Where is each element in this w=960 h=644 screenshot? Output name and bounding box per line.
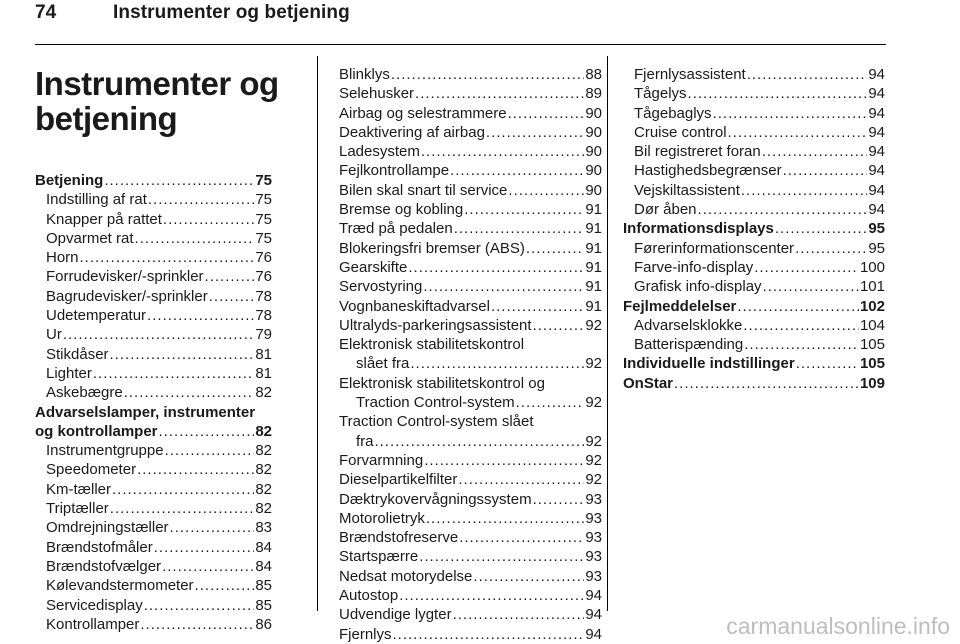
toc-entry-label: Ur <box>46 326 62 344</box>
toc-entry-page: 93 <box>585 529 602 547</box>
dot-leader <box>195 576 255 595</box>
dot-leader <box>508 104 585 123</box>
page-number: 74 <box>35 2 57 23</box>
toc-entry-label: Elektronisk stabilitetskontrol og <box>339 374 545 392</box>
dot-leader <box>205 267 255 286</box>
toc-entry-page: 104 <box>859 316 885 334</box>
dot-leader <box>486 123 584 142</box>
toc-entry-label: Dør åben <box>634 201 697 219</box>
toc-entry-label: slået fra <box>356 355 410 373</box>
toc-entry[interactable] <box>623 142 885 161</box>
toc-entry-label: Motorolietryk <box>339 509 425 527</box>
toc-entry-page: 94 <box>868 143 885 161</box>
toc-entry[interactable] <box>339 432 602 451</box>
toc-entry-page: 93 <box>585 509 602 527</box>
toc-entry-page: 91 <box>585 258 602 276</box>
toc-entry-label: Cruise control <box>634 123 727 141</box>
toc-entry-page: 101 <box>859 278 885 296</box>
toc-entry[interactable] <box>339 393 602 412</box>
toc-entry-page: 91 <box>585 297 602 315</box>
toc-entry-page: 91 <box>585 201 602 219</box>
toc-entry-label: Elektronisk stabilitetskontrol <box>339 336 525 354</box>
toc-entry-label: fra <box>356 432 374 450</box>
toc-column-3 <box>623 65 885 393</box>
toc-entry[interactable] <box>35 518 272 537</box>
dot-leader <box>112 480 254 499</box>
toc-entry-label: Træd på pedalen <box>339 220 453 238</box>
toc-entry-page: 95 <box>868 239 885 257</box>
toc-entry-label: Traction Control-system slået <box>339 413 534 431</box>
toc-entry[interactable] <box>339 65 602 84</box>
toc-entry-label: Instrumentgruppe <box>46 442 164 460</box>
toc-entry-page: 94 <box>868 181 885 199</box>
toc-entry-page: 93 <box>585 490 602 508</box>
toc-entry[interactable] <box>35 248 272 267</box>
toc-entry-label: Opvarmet rat <box>46 229 134 247</box>
column-divider-2 <box>607 56 608 611</box>
toc-entry-label: Askebægre <box>46 384 123 402</box>
toc-entry-page: 85 <box>255 596 272 614</box>
toc-entry[interactable] <box>339 104 602 123</box>
toc-entry[interactable] <box>35 325 272 344</box>
toc-entry-label: Ladesystem <box>339 143 420 161</box>
toc-entry-page: 83 <box>255 519 272 537</box>
toc-entry-page: 88 <box>585 66 602 83</box>
toc-entry-page: 82 <box>255 461 272 479</box>
dot-leader <box>743 316 859 335</box>
dot-leader <box>737 297 859 316</box>
toc-entry-label: Selehusker <box>339 85 415 103</box>
toc-entry[interactable] <box>35 596 272 615</box>
toc-entry-page: 85 <box>255 577 272 595</box>
toc-entry-label: Udetemperatur <box>46 307 147 325</box>
dot-leader <box>124 383 255 402</box>
dot-leader <box>423 277 584 296</box>
dot-leader <box>533 490 585 509</box>
toc-entry-label: Tågelys <box>634 85 687 103</box>
toc-entry-page: 94 <box>585 606 602 624</box>
dot-leader <box>754 258 859 277</box>
toc-column-2 <box>339 65 602 644</box>
dot-leader <box>144 596 255 615</box>
dot-leader <box>762 142 868 161</box>
toc-entry-label: Farve-info-display <box>634 258 754 276</box>
toc-entry-page: 91 <box>585 239 602 257</box>
dot-leader <box>154 538 255 557</box>
toc-entry[interactable] <box>623 181 885 200</box>
toc-entry[interactable] <box>339 297 602 316</box>
toc-entry-label: Batterispænding <box>634 336 744 354</box>
toc-entry-label: Grafisk info-display <box>634 278 762 296</box>
toc-entry-label: Blinklys <box>339 66 390 83</box>
dot-leader <box>473 567 584 586</box>
toc-entry[interactable] <box>623 84 885 103</box>
dot-leader <box>93 364 254 383</box>
toc-entry[interactable] <box>35 422 272 441</box>
toc-entry-page: 81 <box>255 364 272 382</box>
toc-entry[interactable] <box>623 354 885 373</box>
toc-entry-label: Bil registreret foran <box>634 143 761 161</box>
toc-entry-label: Advarselsklokke <box>634 316 743 334</box>
dot-leader <box>795 239 867 258</box>
toc-entry-label: Betjening <box>35 172 104 189</box>
toc-entry-page: 75 <box>255 210 272 228</box>
section-title-line-1: Instrumenter og <box>35 65 279 102</box>
toc-entry-page: 105 <box>859 355 885 373</box>
toc-entry-page: 95 <box>868 220 885 238</box>
toc-entry-label: Horn <box>46 249 79 267</box>
toc-entry[interactable] <box>623 316 885 335</box>
toc-entry-label: Traction Control-system <box>356 394 515 412</box>
toc-entry-page: 94 <box>868 162 885 180</box>
toc-entry-label: OnStar <box>623 374 674 392</box>
dot-leader <box>674 374 859 393</box>
toc-entry[interactable] <box>35 557 272 576</box>
dot-leader <box>728 123 868 142</box>
dot-leader <box>491 297 584 316</box>
toc-entry-label: Brændstofvælger <box>46 557 162 575</box>
toc-entry-label: Fjernlysassistent <box>634 66 746 83</box>
toc-entry[interactable] <box>339 123 602 142</box>
toc-entry[interactable] <box>623 277 885 296</box>
toc-entry[interactable] <box>339 200 602 219</box>
toc-entry-page: 92 <box>585 394 602 412</box>
toc-entry-label: Bilen skal snart til service <box>339 181 508 199</box>
dot-leader <box>410 354 584 373</box>
toc-entry[interactable] <box>339 451 602 470</box>
toc-entry[interactable] <box>339 84 602 103</box>
toc-entry[interactable] <box>339 316 602 335</box>
toc-entry[interactable] <box>339 625 602 644</box>
toc-entry-page: 94 <box>585 587 602 605</box>
toc-entry-page: 92 <box>585 316 602 334</box>
dot-leader <box>137 460 254 479</box>
toc-entry[interactable] <box>623 104 885 123</box>
toc-entry-label: Kølevandstermometer <box>46 577 194 595</box>
toc-entry-label: Dieselpartikelfilter <box>339 471 458 489</box>
dot-leader <box>533 316 585 335</box>
toc-entry-page: 90 <box>585 104 602 122</box>
toc-entry-label: Individuelle indstillinger <box>623 355 795 373</box>
toc-entry[interactable] <box>623 297 885 316</box>
toc-entry[interactable] <box>35 267 272 286</box>
toc-entry-page: 84 <box>255 538 272 556</box>
toc-entry-page: 78 <box>255 287 272 305</box>
toc-column-1 <box>35 171 272 634</box>
toc-entry[interactable] <box>35 480 272 499</box>
toc-entry-label: Knapper på rattet <box>46 210 162 228</box>
toc-entry-page: 92 <box>585 471 602 489</box>
dot-leader <box>399 586 584 605</box>
toc-entry-label: Triptæller <box>46 500 109 518</box>
toc-entry[interactable] <box>339 258 602 277</box>
toc-entry-page: 90 <box>585 123 602 141</box>
section-title-line-2: betjening <box>35 100 178 137</box>
toc-entry[interactable] <box>339 586 602 605</box>
toc-entry-page: 94 <box>868 201 885 219</box>
toc-entry-page: 92 <box>585 432 602 450</box>
toc-entry[interactable] <box>35 190 272 209</box>
dot-leader <box>135 229 255 248</box>
toc-entry[interactable] <box>35 229 272 248</box>
toc-entry-page: 81 <box>255 345 272 363</box>
dot-leader <box>391 65 584 84</box>
toc-entry[interactable] <box>339 528 602 547</box>
toc-entry-label: Brændstofmåler <box>46 538 153 556</box>
toc-entry-label: Startspærre <box>339 548 419 566</box>
section-title <box>35 66 279 136</box>
toc-entry[interactable] <box>339 239 602 258</box>
toc-entry-page: 91 <box>585 278 602 296</box>
toc-entry-page: 75 <box>255 191 272 209</box>
dot-leader <box>110 345 255 364</box>
toc-entry-page: 90 <box>585 181 602 199</box>
toc-entry-label: Deaktivering af airbag <box>339 123 485 141</box>
toc-entry-label: Fejlmeddelelser <box>623 297 737 315</box>
toc-entry[interactable] <box>35 460 272 479</box>
toc-entry-page: 93 <box>585 567 602 585</box>
dot-leader <box>775 219 867 238</box>
dot-leader <box>450 161 584 180</box>
toc-entry[interactable] <box>35 615 272 634</box>
toc-entry-page: 76 <box>255 249 272 267</box>
dot-leader <box>458 470 584 489</box>
toc-entry-label: Autostop <box>339 587 399 605</box>
toc-entry-label: Speedometer <box>46 461 137 479</box>
dot-leader <box>526 239 584 258</box>
dot-leader <box>464 200 584 219</box>
toc-entry[interactable] <box>339 277 602 296</box>
toc-entry-label: Fejlkontrollampe <box>339 162 450 180</box>
toc-entry-label: Fjernlys <box>339 625 392 643</box>
toc-entry-label: Brændstofreserve <box>339 529 459 547</box>
toc-entry-page: 82 <box>255 384 272 402</box>
toc-entry-label: Omdrejningstæller <box>46 519 169 537</box>
toc-entry-label: Nedsat motorydelse <box>339 567 473 585</box>
toc-entry-label: Advarselslamper, instrumenter <box>35 403 256 421</box>
toc-entry-label: og kontrollamper <box>35 422 158 440</box>
dot-leader <box>698 200 868 219</box>
toc-entry-page: 92 <box>585 355 602 373</box>
toc-entry-label: Km-tæller <box>46 480 112 498</box>
toc-entry[interactable] <box>339 181 602 200</box>
toc-entry[interactable] <box>623 219 885 238</box>
toc-entry-page: 102 <box>859 297 885 315</box>
dot-leader <box>419 547 584 566</box>
dot-leader <box>63 325 254 344</box>
toc-entry-label: Ultralyds-parkeringsassistent <box>339 316 532 334</box>
dot-leader <box>140 615 254 634</box>
toc-entry[interactable] <box>623 161 885 180</box>
dot-leader <box>741 181 867 200</box>
toc-entry[interactable] <box>339 219 602 238</box>
dot-leader <box>516 393 585 412</box>
toc-entry[interactable] <box>35 210 272 229</box>
toc-entry-page: 76 <box>255 268 272 286</box>
toc-entry-label: Forrudevisker/-sprinkler <box>46 268 204 286</box>
toc-entry-label: Forvarmning <box>339 451 424 469</box>
toc-entry-label: Bremse og kobling <box>339 201 464 219</box>
toc-entry-page: 75 <box>255 229 272 247</box>
toc-entry[interactable] <box>35 287 272 306</box>
toc-entry-page: 79 <box>255 326 272 344</box>
toc-entry[interactable] <box>623 65 885 84</box>
toc-entry[interactable] <box>35 538 272 557</box>
toc-entry[interactable] <box>339 161 602 180</box>
toc-entry[interactable] <box>339 567 602 586</box>
toc-entry-page: 82 <box>255 480 272 498</box>
toc-entry-page: 90 <box>585 162 602 180</box>
toc-entry-page: 84 <box>255 557 272 575</box>
toc-entry[interactable] <box>623 200 885 219</box>
toc-entry-page: 94 <box>868 104 885 122</box>
dot-leader <box>163 210 254 229</box>
toc-entry-page: 86 <box>255 615 272 633</box>
toc-entry-page: 105 <box>859 336 885 354</box>
dot-leader <box>104 171 254 190</box>
toc-entry[interactable] <box>35 171 272 190</box>
toc-entry[interactable] <box>339 354 602 373</box>
toc-entry-label: Blokeringsfri bremser (ABS) <box>339 239 525 257</box>
toc-entry-page: 94 <box>868 66 885 83</box>
dot-leader <box>162 557 254 576</box>
dot-leader <box>796 354 859 373</box>
toc-entry-page: 94 <box>868 85 885 103</box>
dot-leader <box>375 432 585 451</box>
dot-leader <box>159 422 255 441</box>
toc-entry-page: 94 <box>585 625 602 643</box>
toc-entry-label: Lighter <box>46 364 92 382</box>
dot-leader <box>454 219 585 238</box>
toc-entry-label: Førerinformationscenter <box>634 239 795 257</box>
toc-entry-page: 100 <box>859 258 885 276</box>
dot-leader <box>110 499 255 518</box>
toc-entry-page: 93 <box>585 548 602 566</box>
toc-entry[interactable] <box>339 470 602 489</box>
dot-leader <box>80 248 255 267</box>
toc-entry[interactable] <box>623 123 885 142</box>
toc-entry[interactable] <box>339 509 602 528</box>
dot-leader <box>424 451 584 470</box>
toc-entry-label: Servicedisplay <box>46 596 143 614</box>
toc-entry[interactable] <box>339 605 602 624</box>
dot-leader <box>763 277 859 296</box>
watermark: carmanualsonline.info <box>726 613 950 639</box>
toc-entry-label: Vognbaneskiftadvarsel <box>339 297 490 315</box>
toc-entry-label: Servostyring <box>339 278 423 296</box>
dot-leader <box>209 287 255 306</box>
toc-entry-label: Hastighedsbegrænser <box>634 162 782 180</box>
toc-entry[interactable] <box>35 576 272 595</box>
toc-entry-label: Bagrudevisker/-sprinkler <box>46 287 208 305</box>
toc-entry-page: 94 <box>868 123 885 141</box>
dot-leader <box>747 65 868 84</box>
toc-entry-label: Stikdåser <box>46 345 109 363</box>
toc-entry-label: Udvendige lygter <box>339 606 452 624</box>
dot-leader <box>783 161 868 180</box>
dot-leader <box>393 625 585 644</box>
dot-leader <box>170 518 255 537</box>
toc-entry[interactable] <box>623 335 885 354</box>
toc-entry-label: Tågebaglys <box>634 104 712 122</box>
toc-entry[interactable] <box>35 499 272 518</box>
toc-entry[interactable] <box>339 142 602 161</box>
toc-entry[interactable] <box>339 547 602 566</box>
toc-entry-page: 78 <box>255 307 272 325</box>
toc-entry-page: 92 <box>585 451 602 469</box>
dot-leader <box>713 104 868 123</box>
toc-entry[interactable] <box>623 374 885 393</box>
toc-entry-page: 91 <box>585 220 602 238</box>
dot-leader <box>508 181 584 200</box>
toc-entry[interactable] <box>35 383 272 402</box>
dot-leader <box>147 306 254 325</box>
dot-leader <box>688 84 868 103</box>
toc-entry[interactable] <box>35 306 272 325</box>
toc-entry[interactable] <box>339 490 602 509</box>
toc-entry-label: Airbag og selestrammere <box>339 104 507 122</box>
toc-entry-label: Informationsdisplays <box>623 220 774 238</box>
toc-entry-label: Vejskiltassistent <box>634 181 740 199</box>
dot-leader <box>148 190 254 209</box>
dot-leader <box>421 142 584 161</box>
header-title: Instrumenter og betjening <box>113 2 350 23</box>
dot-leader <box>744 335 859 354</box>
toc-entry-page: 75 <box>255 172 272 189</box>
dot-leader <box>459 528 584 547</box>
dot-leader <box>165 441 255 460</box>
toc-entry-page: 82 <box>255 422 272 440</box>
dot-leader <box>453 605 585 624</box>
dot-leader <box>426 509 584 528</box>
dot-leader <box>408 258 584 277</box>
toc-entry-page: 90 <box>585 143 602 161</box>
toc-entry[interactable] <box>623 258 885 277</box>
toc-entry-page: 109 <box>859 374 885 392</box>
toc-entry-label: Gearskifte <box>339 258 408 276</box>
dot-leader <box>415 84 584 103</box>
toc-entry-label: Indstilling af rat <box>46 191 147 209</box>
column-divider-1 <box>317 56 318 611</box>
toc-entry-page: 89 <box>585 85 602 103</box>
toc-entry[interactable] <box>623 239 885 258</box>
toc-entry[interactable] <box>35 345 272 364</box>
header-rule <box>35 44 886 45</box>
toc-entry[interactable] <box>35 441 272 460</box>
toc-entry[interactable] <box>35 364 272 383</box>
toc-entry-page: 82 <box>255 442 272 460</box>
toc-entry-label: Kontrollamper <box>46 615 140 633</box>
toc-entry-label: Dæktrykovervågningssystem <box>339 490 532 508</box>
toc-entry-page: 82 <box>255 500 272 518</box>
